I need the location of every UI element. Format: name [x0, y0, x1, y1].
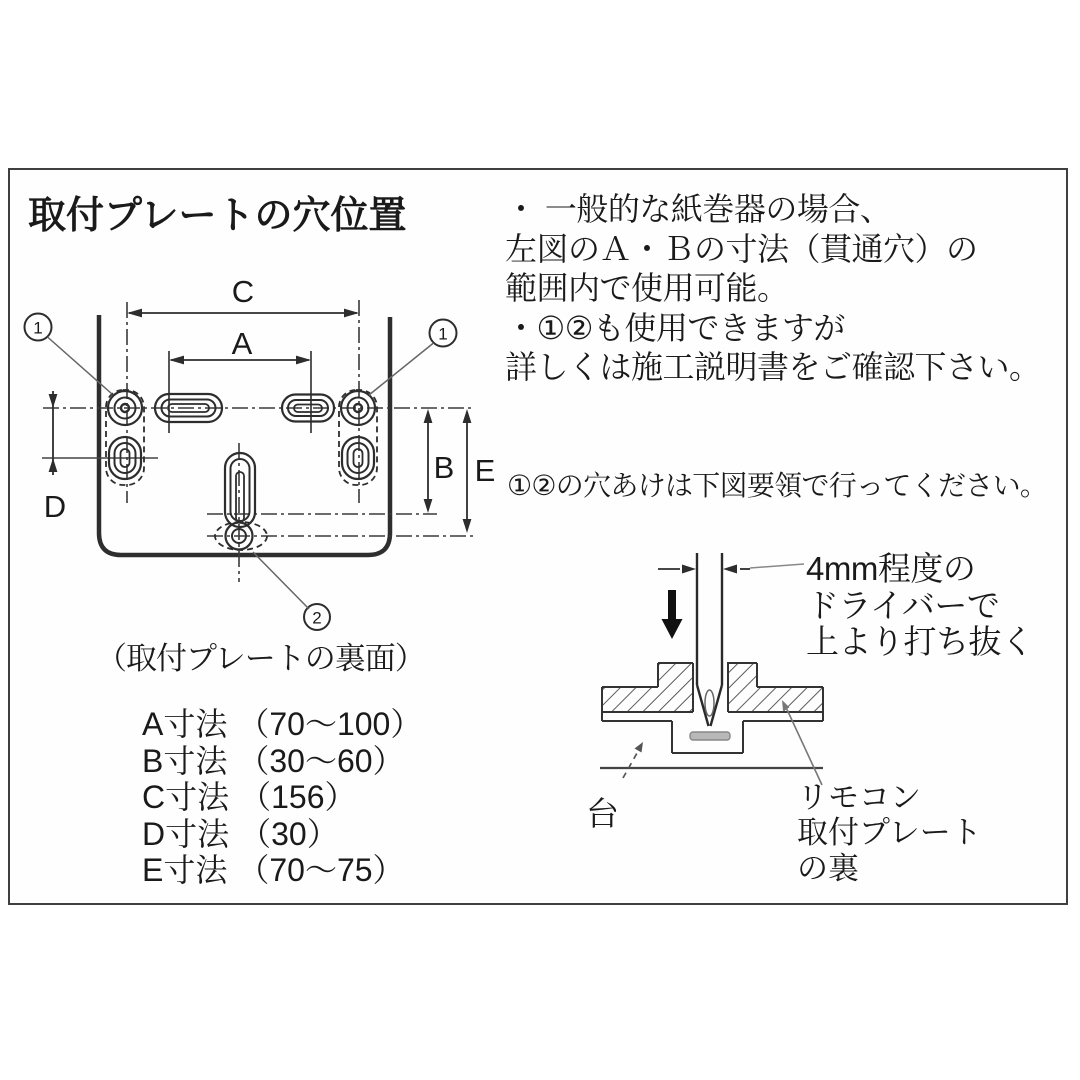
plate-back-label	[797, 780, 982, 886]
dim-c-label: C	[231, 274, 255, 309]
dim-value: （30）	[239, 815, 339, 852]
usage-note-line: 詳しくは施工説明書をご確認下さい。	[505, 349, 1041, 385]
dimension-row	[142, 743, 422, 780]
dim-name: A寸法	[142, 706, 228, 742]
left-screw-hole	[106, 390, 144, 485]
plate-back-caption: （取付プレートの裏面）	[96, 641, 425, 676]
hole1-number: 1	[33, 318, 43, 338]
center-vertical-slot	[225, 453, 255, 527]
leader-line	[369, 343, 434, 395]
usage-note-line: 左図のＡ・Ｂの寸法（貫通穴）の	[505, 230, 978, 267]
usage-note-line: ・①②も使用できますが	[505, 309, 845, 346]
dim-b	[424, 409, 455, 513]
callout-hole2	[253, 552, 330, 630]
tool-note-line: 4mm程度の	[806, 550, 976, 587]
dim-value: （156）	[239, 779, 357, 816]
callout-hole1-right	[369, 320, 457, 396]
dimension-row	[142, 779, 422, 816]
dim-d-label: D	[43, 489, 67, 524]
right-screw-hole	[339, 390, 377, 485]
dimension-row	[142, 816, 422, 853]
centerlines	[43, 300, 477, 582]
tool-note-line: 上より打ち抜く	[806, 623, 1034, 661]
screwdriver	[697, 553, 722, 726]
dim-e-label: E	[474, 453, 496, 488]
hole2-number: 2	[312, 608, 322, 628]
page-title: 取付プレートの穴位置	[28, 195, 407, 237]
dim-name: B寸法	[142, 742, 228, 779]
dimension-row	[142, 852, 422, 889]
plate-diagram	[15, 265, 515, 645]
leader-line	[48, 337, 113, 394]
base-label: 台	[586, 795, 619, 832]
base-leader	[623, 742, 643, 778]
usage-note-line: 範囲内で使用可能。	[505, 270, 789, 306]
dim-a-label: A	[231, 326, 253, 361]
dimension-list	[142, 706, 422, 889]
tool-note	[806, 551, 1034, 661]
plate-back-label-line: の裏	[797, 850, 859, 886]
dim-c	[127, 274, 359, 317]
dim-4mm	[658, 564, 804, 574]
dim-b-label: B	[433, 450, 455, 485]
plate-back-label-line: 取付プレート	[797, 815, 982, 851]
push-down-arrow	[662, 590, 683, 639]
plate-back-label-line: リモコン	[797, 780, 921, 815]
dim-name: D寸法	[142, 815, 230, 852]
leader-line	[750, 564, 804, 568]
knockout-piece	[690, 732, 730, 740]
leader-line	[253, 552, 309, 609]
usage-notes	[505, 190, 1041, 388]
dim-name: C寸法	[142, 779, 230, 816]
dimension-row	[142, 706, 422, 743]
tool-note-line: ドライバーで	[806, 586, 1000, 624]
usage-note-line: ・ 一般的な紙巻器の場合、	[505, 191, 892, 227]
hole1-number: 1	[438, 324, 448, 344]
drill-instruction: ①②の穴あけは下図要領で行ってください。	[507, 470, 1048, 501]
dim-value: （70〜100）	[237, 706, 423, 742]
dim-name: E寸法	[142, 852, 228, 889]
screwdriver-tip-highlight	[705, 690, 714, 716]
dim-value: （70〜75）	[237, 852, 405, 889]
dim-e	[463, 409, 496, 533]
dim-value: （30〜60）	[237, 742, 405, 779]
